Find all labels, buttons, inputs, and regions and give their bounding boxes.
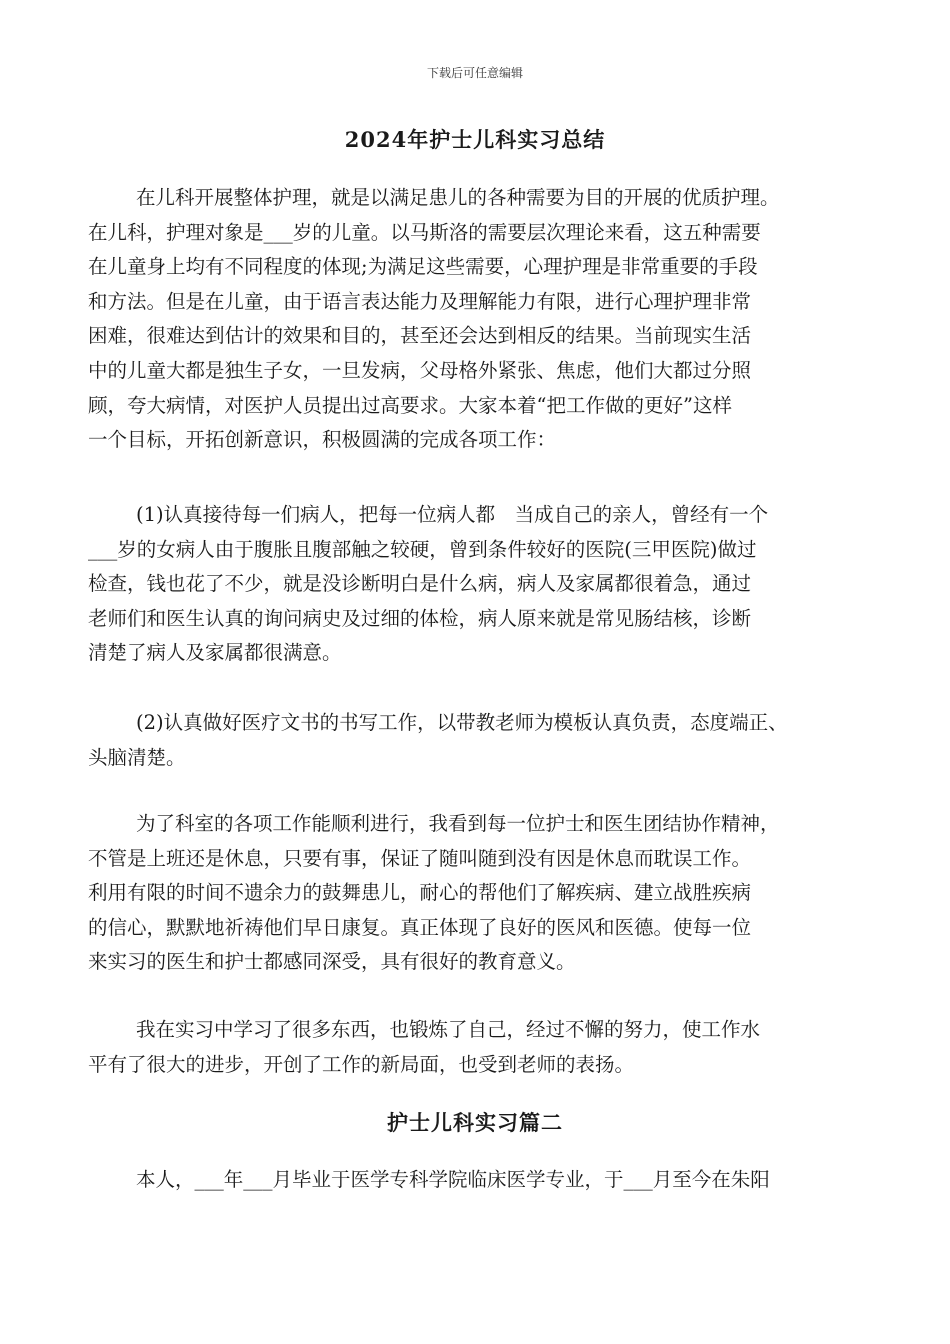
paragraph-line: 平有了很大的进步，开创了工作的新局面，也受到老师的表扬。	[88, 1052, 635, 1076]
paragraph-line: 我在实习中学习了很多东西，也锻炼了自己，经过不懈的努力，使工作水	[136, 1018, 761, 1041]
paragraph-teamwork	[88, 807, 888, 980]
paragraph-line: 来实习的医生和护士都感同深受，具有很好的教育意义。	[88, 950, 576, 974]
header-note: 下载后可任意编辑	[426, 66, 523, 80]
paragraph-item-2	[88, 706, 888, 775]
paragraph-line: 一个目标，开拓创新意识，积极圆满的完成各项工作：	[88, 428, 557, 452]
paragraph-line: 本人，___年___月毕业于医学专科学院临床医学专业，于___月至今在朱阳	[136, 1168, 770, 1191]
paragraph-line: 利用有限的时间不遗余力的鼓舞患儿，耐心的帮他们了解疾病、建立战胜疾病	[88, 881, 752, 905]
paragraph-line: 老师们和医生认真的询问病史及过细的体检，病人原来就是常见肠结核，诊断	[88, 606, 752, 630]
paragraph-line: 头脑清楚。	[88, 745, 186, 769]
paragraph-line: 检查，钱也花了不少，就是没诊断明白是什么病，病人及家属都很着急，通过	[88, 572, 752, 596]
paragraph-line: 困难，很难达到估计的效果和目的，甚至还会达到相反的结果。当前现实生活	[88, 324, 752, 348]
section-title: 护士儿科实习篇二	[387, 1110, 563, 1135]
paragraph-item-1	[88, 498, 888, 671]
paragraph-line: 在儿童身上均有不同程度的体现;为满足这些需要，心理护理是非常重要的手段	[88, 255, 758, 279]
paragraph-line: ___岁的女病人由于腹胀且腹部触之较硬，曾到条件较好的医院(三甲医院)做过	[88, 537, 757, 561]
document-title: 2024年护士儿科实习总结	[344, 127, 606, 152]
paragraph-line: 在儿科，护理对象是___岁的儿童。以马斯洛的需要层次理论来看，这五种需要	[88, 220, 761, 244]
paragraph-line: 顾，夸大病情，对医护人员提出过高要求。大家本着“把工作做的更好”这样	[88, 393, 732, 417]
paragraph-line: 不管是上班还是休息，只要有事，保证了随叫随到没有因是休息而耽误工作。	[88, 846, 752, 870]
paragraph-line: 清楚了病人及家属都很满意。	[88, 641, 342, 665]
paragraph-line: 中的儿童大都是独生子女，一旦发病，父母格外紧张、焦虑，他们大都过分照	[88, 358, 752, 382]
paragraph-line: (2)认真做好医疗文书的书写工作，以带教老师为模板认真负责，态度端正、	[136, 711, 788, 734]
paragraph-line: 在儿科开展整体护理，就是以满足患儿的各种需要为目的开展的优质护理。	[136, 186, 780, 209]
paragraph-line: 的信心，默默地祈祷他们早日康复。真正体现了良好的医风和医德。使每一位	[88, 915, 752, 939]
paragraph-line: 为了科室的各项工作能顺利进行，我看到每一位护士和医生团结协作精神，	[136, 812, 780, 835]
paragraph-line: 和方法。但是在儿童，由于语言表达能力及理解能力有限，进行心理护理非常	[88, 289, 752, 313]
paragraph-intro	[88, 181, 888, 458]
paragraph-line: (1)认真接待每一们病人，把每一位病人都 当成自己的亲人，曾经有一个	[136, 503, 769, 526]
paragraph-conclusion	[88, 1013, 888, 1082]
paragraph-part-two	[88, 1163, 888, 1198]
